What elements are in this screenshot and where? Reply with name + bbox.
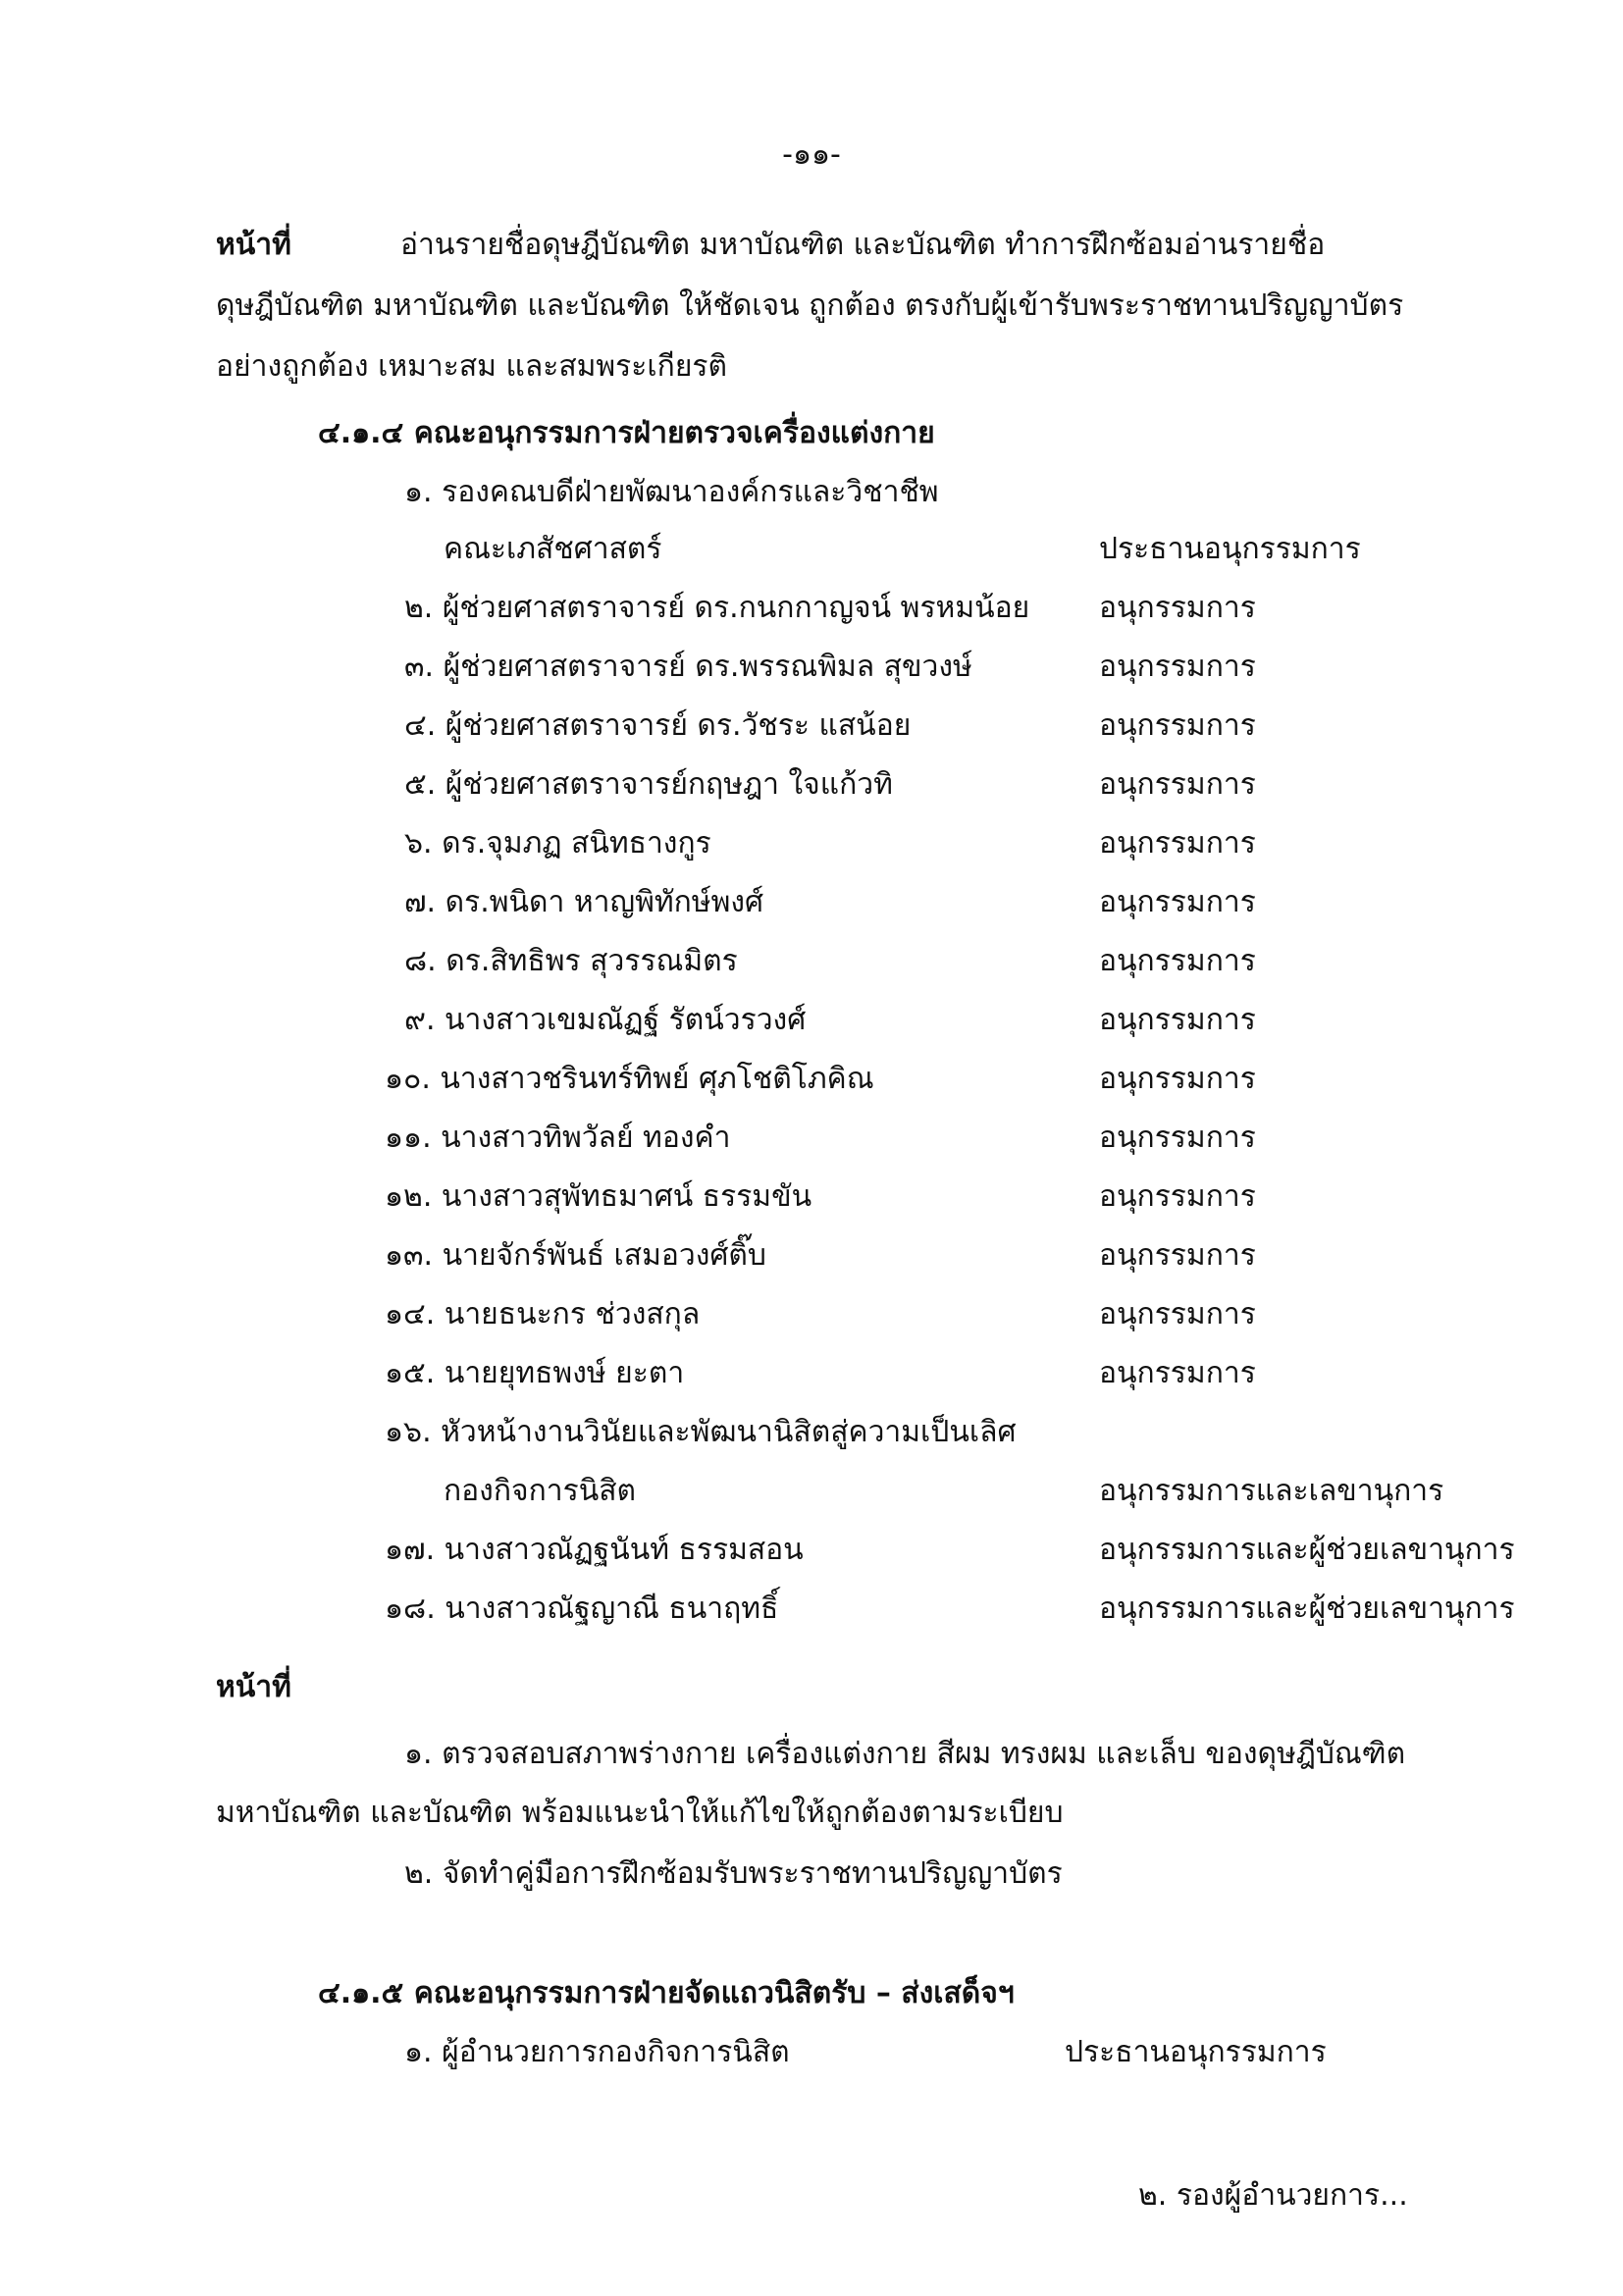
member-item: กองกิจการนิสิต (444, 1474, 636, 1508)
member-role: อนุกรรมการและผู้ช่วยเลขานุการ (1099, 1533, 1515, 1567)
member-role: อนุกรรมการ (1099, 1121, 1256, 1155)
member-item: ๑. รองคณบดีฝ่ายพัฒนาองค์กรและวิชาชีพ (404, 475, 939, 509)
member-role: อนุกรรมการ (1099, 885, 1256, 919)
member-role: ประธานอนุกรรมการ (1099, 532, 1361, 566)
member-role: อนุกรรมการ (1099, 708, 1256, 743)
member-role: อนุกรรมการ (1099, 767, 1256, 802)
member-item: ๑๑. นางสาวทิพวัลย์ ทองคำ (385, 1121, 731, 1155)
duty-item: ๑. ตรวจสอบสภาพร่างกาย เครื่องแต่งกาย สีผม ทรงผม และเล็บ ของดุษฎีบัณฑิต (404, 1737, 1406, 1771)
member-item: ๑๓. นายจักร์พันธ์ เสมอวงศ์ติ๊บ (385, 1238, 766, 1273)
member-item: ๗. ดร.พนิดา หาญพิทักษ์พงศ์ (404, 885, 764, 919)
member-role: อนุกรรมการ (1099, 1003, 1256, 1037)
duty-heading: หน้าที่ (216, 1670, 291, 1704)
member-item: ๑๔. นายธนะกร ช่วงสกุล (385, 1297, 701, 1331)
member-item: ๑๘. นางสาวณัฐญาณี ธนาฤทธิ์ (385, 1592, 779, 1626)
member-item: ๕. ผู้ช่วยศาสตราจารย์กฤษฎา ใจแก้วทิ (404, 767, 893, 802)
member-role: อนุกรรมการ (1099, 1356, 1256, 1390)
member-role: อนุกรรมการ (1099, 1238, 1256, 1273)
member-item: ๑๖. หัวหน้างานวินัยและพัฒนานิสิตสู่ความเป็นเลิศ (385, 1415, 1017, 1449)
duty-intro-line: อ่านรายชื่อดุษฎีบัณฑิต มหาบัณฑิต และบัณฑิต ทำการฝึกซ้อมอ่านรายชื่อ (400, 228, 1326, 262)
duty-item: ๒. จัดทำคู่มือการฝึกซ้อมรับพระราชทานปริญญาบัตร (404, 1856, 1063, 1891)
page-number: -๑๑- (782, 137, 841, 172)
duty-item: มหาบัณฑิต และบัณฑิต พร้อมแนะนำให้แก้ไขให้ถูกต้องตามระเบียบ (216, 1796, 1064, 1830)
section-heading: ๔.๑.๕ คณะอนุกรรมการฝ่ายจัดแถวนิสิตรับ – ส่งเสด็จฯ (318, 1976, 1015, 2010)
member-item: ๙. นางสาวเขมณัฏฐ์ รัตน์วรวงศ์ (404, 1003, 807, 1037)
duty-intro-line: ดุษฎีบัณฑิต มหาบัณฑิต และบัณฑิต ให้ชัดเจน ถูกต้อง ตรงกับผู้เข้ารับพระราชทานปริญญาบัตร (216, 288, 1404, 323)
member-role: ประธานอนุกรรมการ (1065, 2035, 1327, 2069)
member-item: ๑๐. นางสาวชรินทร์ทิพย์ ศุภโชติโภคิณ (385, 1062, 874, 1096)
member-role: อนุกรรมการ (1099, 1297, 1256, 1331)
duty-intro-line: อย่างถูกต้อง เหมาะสม และสมพระเกียรติ (216, 349, 728, 384)
member-role: อนุกรรมการ (1099, 591, 1256, 625)
member-role: อนุกรรมการ (1099, 826, 1256, 861)
member-role: อนุกรรมการและผู้ช่วยเลขานุการ (1099, 1592, 1515, 1626)
member-item: ๒. ผู้ช่วยศาสตราจารย์ ดร.กนกกาญจน์ พรหมน้อย (404, 591, 1030, 625)
member-item: คณะเภสัชศาสตร์ (444, 532, 662, 566)
member-item: ๖. ดร.จุมภฏ สนิทธางกูร (404, 826, 711, 861)
member-item: ๘. ดร.สิทธิพร สุวรรณมิตร (404, 944, 738, 978)
member-item: ๑๒. นางสาวสุพัทธมาศน์ ธรรมขัน (385, 1179, 812, 1214)
member-role: อนุกรรมการ (1099, 1179, 1256, 1214)
member-item: ๑๗. นางสาวณัฏฐนันท์ ธรรมสอน (385, 1533, 804, 1567)
section-heading: ๔.๑.๔ คณะอนุกรรมการฝ่ายตรวจเครื่องแต่งกาย (318, 416, 935, 450)
member-item: ๑๕. นายยุทธพงษ์ ยะตา (385, 1356, 685, 1390)
member-role: อนุกรรมการ (1099, 650, 1256, 684)
member-item: ๑. ผู้อำนวยการกองกิจการนิสิต (404, 2035, 790, 2069)
continuation-note: ๒. รองผู้อำนวยการ... (1138, 2178, 1408, 2213)
member-item: ๓. ผู้ช่วยศาสตราจารย์ ดร.พรรณพิมล สุขวงษ์ (404, 650, 972, 684)
member-role: อนุกรรมการและเลขานุการ (1099, 1474, 1444, 1508)
member-item: ๔. ผู้ช่วยศาสตราจารย์ ดร.วัชระ แสน้อย (404, 708, 912, 743)
duty-heading: หน้าที่ (216, 228, 291, 262)
member-role: อนุกรรมการ (1099, 944, 1256, 978)
member-role: อนุกรรมการ (1099, 1062, 1256, 1096)
